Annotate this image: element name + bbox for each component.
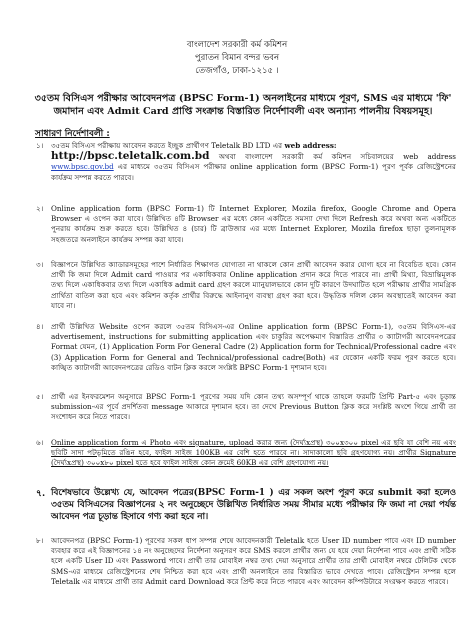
bpsc-website-link[interactable]: www.bpsc.gov.bd [51,162,114,172]
item-number: ৪। [36,322,44,331]
item-text: ৩৫তম বিসিএস পরীক্ষায় আবেদন করতে ইচ্ছুক প্রার্থীগণ Teletalk BD LTD এর [51,141,285,150]
item-text: প্রার্থী উল্লিখিত Website ওপেন করলে ৩৫তম বিসিএস-এর Online application form (BPSC Form-1), ৩৫তম বিসিএস-এর advertisement, instructions for submitting application এবং চাকুরির অপেক্ষমাণ বিস্তারিত প্রার্থীর ৩ ক্যাটাগরী আবেদনপত্রের Format যেমন, (1) Application Form For General Cadre (2) Application form for Technical/Professional cadre এবং (3) Application Form for General and Technical/professional cadre(Both) এর যেকোন একটি ফরম পূরণ করতে হবে। কাঙ্খিত ক্যাটাগরী আবেদনপত্রের রেডিও বাটন ক্লিক করলে সংশ্লিষ্ট BPSC Form-1 দৃশ্যমান হবে। [51,322,456,372]
instruction-item-6 [36,438,456,469]
item-text: আবেদনপত্র (BPSC Form-1) পূরণের সকল ধাপ সম্পন্ন শেষে আবেদনকারী Teletalk হতে User ID number পাবে এবং ID number ব্যবহার করে এই বিজ্ঞাপনের ১৪ নং অনুচ্ছেদের নির্দেশনা অনুসরণ করে SMS করলে প্রার্থীর জন্য যে হয়ে দেয়া নির্দেশনা পাবে এবং প্রার্থী সঠিক হলে একটি User ID এবং Password পাবে। প্রার্থী তার মোবাইল নম্বর তথ্য দেয়া অনুসারে প্রার্থীর তার প্রার্থী মোবাইল নম্বরে টেলিটক থেকে SMS-এর মাধ্যমে রেজিস্ট্রেশনের শেষ নিশ্চিত করা হবে এবং প্রার্থী অনলাইনে তার বিস্তারিত ভাবে দেখতে পাবে। রেজিস্ট্রেশন সম্পন্ন হলে Teletalk এর মাধ্যমে প্রার্থী তার Admit card Download করে প্রিন্ট করে নিতে পারবে এবং আবেদন কম্পিউটারে সংরক্ষণ করতে পারবে। [51,536,456,586]
item-number: ১। [36,141,44,150]
item-number: ২। [36,204,44,213]
item-number: ৫। [36,392,44,401]
document-title: ৩৫তম বিসিএস পরীক্ষার আবেদনপত্র (BPSC Form-1) অনলাইনের মাধ্যমে পূরণ, SMS এর মাধ্যমে 'ফি' জমাদান এবং Admit Card প্রাপ্তি সংক্রান্ত বিস্তারিত নির্দেশাবলী এবং অন্যান্য পালনীয় বিষয়সমূহ। [34,93,452,117]
teletalk-url-link[interactable]: http://bpsc.teletalk.com.bd [51,150,210,163]
instruction-item-5 [36,392,456,423]
item-text: Online application form এ Photo এবং signature, upload করার জন্য (দৈর্ঘ্যxপ্রস্থ) ৩০০x৩০০ pixel এর ছবি যা বেশি নয় এবং ছবিটি সাদা পটভূমিতে রঙিন হবে, ফাইল সাইজ 100KB এর বেশি হতে পারবে না। সাদাকালো ছবি গ্রহণযোগ্য নয়। প্রার্থীর Signature (দৈর্ঘ্যxপ্রস্থ) ৩০০x৮০ pixel হতে হবে ফাইল সাইজ কোন ক্রমেই 60KB এর বেশি গ্রহণযোগ্য নয়। [51,438,456,468]
item-number: ৩। [36,260,44,269]
section-heading: সাধারণ নির্দেশাবলী : [35,129,110,139]
item-text: প্রার্থী এর ইনফরমেশন অনুসারে BPSC Form-1 পূরণের সময় যদি কোন তথ্য অসম্পূর্ণ থাকে তাহলে ফরমটি প্রিন্টি Part-৫ এবং চূড়ান্ত submission-এর পূর্বে প্রদর্শিতব্য message আকারে দৃশ্যমান হবে। তা দেখে Previous Button ক্লিক করে সংশ্লিষ্ট অংশে গিয়ে প্রার্থী তা সংশোধন করে নিতে পারবে। [51,392,456,422]
instruction-item-4 [36,322,456,373]
header-commission-name: বাংলাদেশ সরকারী কর্ম কমিশন [186,40,288,50]
header-address: তেজগাঁও, ঢাকা-১২১৫ । [195,66,279,76]
item-text-bold: web address: [284,141,337,150]
instruction-item-8 [36,536,456,587]
item-text: এর মাধ্যমে ৩৫তম বিসিএস পরীক্ষার online application form (BPSC Form-1) পূরণ পূর্বক রেজিস্ট্রেশনের কার্যক্রম সম্পন্ন করতে পারবে। [51,162,456,182]
item-text: বিজ্ঞাপনে উল্লিখিত ক্যাডারসমূহের পাশে নির্ধারিত শিক্ষাগত যোগ্যতা না থাকলে কোন প্রার্থী আবেদন করার যোগ্য হবে না বিবেচিত হবে। কোন প্রার্থী কি জমা দিলে Admit card পাওয়ার পর একাধিকবার Online application প্রদান করে দিতে পারবে না। প্রার্থী মিথ্যা, বিভ্রান্তিমূলক তথ্য দিলে একাধিকবার তথ্য দিলে একাধিক admit card গ্রহণ করলে ম্যানুয়ালভাবে কোন দুটি কারণে উদঘাটিত হলে পরীক্ষায় প্রার্থীর সামগ্রিক প্রার্থিতা বাতিল করা হবে এবং কমিশন কর্তৃক প্রার্থীর বিরুদ্ধে আইনানুগ ব্যবস্থা গ্রহণ করা হবে। উদ্ধৃতিক দলিল কোন অবস্থাতেই আবেদন করা যাবে না। [51,260,456,310]
instruction-item-3 [36,260,456,311]
instruction-item-7 [36,488,456,523]
item-number: ৭. [36,488,46,499]
item-number: ৮। [36,536,44,545]
item-number: ৬। [36,438,44,447]
item-text: Online application form (BPSC Form-1) টি Internet Explorer, Mozila firefox, Google Chrome and Opera Browser এ ওপেন করা যাবে। উল্লিখিত ৪টি Browser এর মধ্যে কোন একটিতে সমস্যা দেখা দিলে Refresh করে অথবা অন্য একটিতে পুনরায় কার্যক্রম শুরু করতে হবে। উল্লিখিত ৪ (চার) টি ব্রাউজার এর মধ্যে Internet Explorer, Mozila firefox ছাড়া তুলনামূলক সহজতরে অনলাইনে কার্যক্রম সম্পন্ন করা যাবে। [51,204,456,244]
item-text: অথবা বাংলাদেশ সরকারী কর্ম কমিশন সচিবালয়ের web address [209,152,456,162]
header-building-name: পুরাতন বিমান বন্দর ভবন [194,53,280,63]
instruction-item-2 [36,204,456,245]
item-text: বিশেষভাবে উল্লেখ্য যে, আবেদন পত্রের(BPSC Form-1 ) এর সকল অংশ পূরণ করে submit করা হলেও ৩৫তম বিসিএসের বিজ্ঞাপনের ২ নং অনুচ্ছেদে উল্লিখিত নির্ধারিত সময় সীমার মধ্যে পরীক্ষার ফি জমা না দেয়া পর্যন্ত আবেদন পত্র চূড়ান্ত হিসাবে গণ্য করা হবে না। [51,488,456,522]
instruction-item-1 [36,141,456,183]
